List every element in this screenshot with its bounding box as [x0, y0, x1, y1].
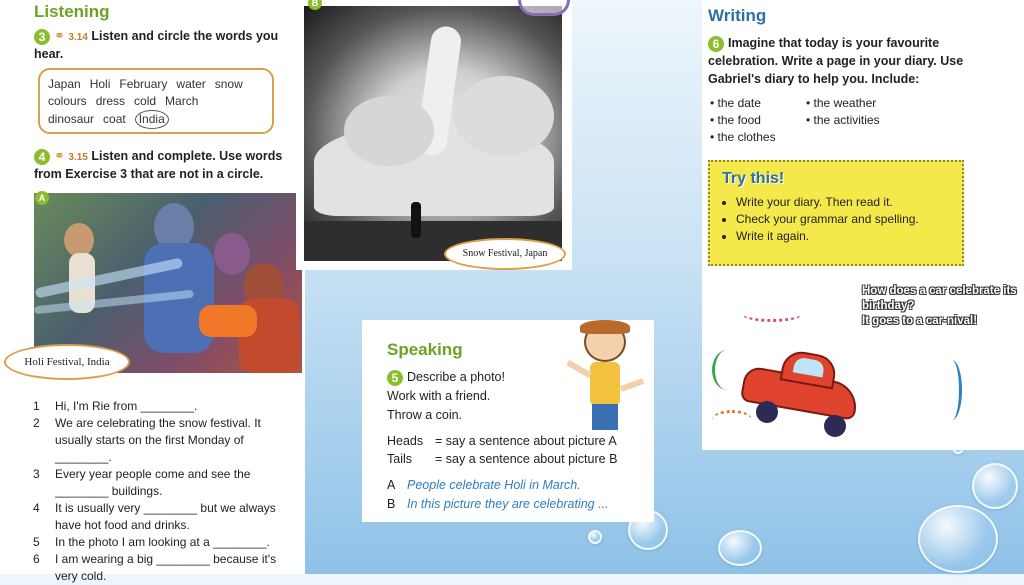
word-option: Holi	[89, 77, 111, 91]
word-option: coat	[103, 112, 126, 126]
include-item-text: the date	[717, 96, 761, 110]
bubble-decoration	[972, 463, 1018, 509]
listening-heading: Listening	[34, 2, 110, 21]
sentence-text: Hi, I'm Rie from ________.	[55, 399, 198, 413]
exercise-text: Listen and circle the words you hear.	[34, 29, 279, 61]
writing-heading: Writing	[708, 6, 767, 25]
include-item-text: the clothes	[717, 130, 776, 144]
bullet-icon: •	[710, 130, 718, 144]
sentence-row	[33, 398, 301, 415]
track-number: 3.14	[68, 32, 88, 43]
writing-instruction-text: Imagine that today is your favourite celebration. Write a page in your diary. Use Gabriel's diary to help you. Include:	[708, 36, 964, 86]
listening-page	[0, 0, 305, 583]
heads-label: Heads	[387, 434, 424, 448]
speaking-section	[362, 320, 654, 522]
exercise-number: 3	[34, 29, 50, 45]
sentence-list	[33, 398, 301, 585]
exercise-number: 5	[387, 370, 403, 386]
coin-rules	[387, 432, 617, 468]
word-option: February	[119, 77, 168, 91]
sentence-number: 2	[33, 416, 40, 430]
tails-label: Tails	[387, 452, 413, 466]
snow-festival-photo	[304, 6, 562, 260]
sentence-number: 5	[33, 535, 40, 549]
word-option: cold	[134, 94, 157, 108]
headphones-icon: ⚭	[54, 28, 65, 43]
bullet-icon: •	[806, 113, 814, 127]
instruction-line: Work with a friend.	[387, 389, 491, 403]
exercise-text: Listen and complete. Use words from Exercise 3 that are not in a circle.	[34, 149, 283, 181]
car-cartoon	[742, 345, 864, 435]
photo-caption: Holi Festival, India	[4, 344, 130, 380]
bubble-decoration	[588, 530, 602, 544]
sentence-number: 3	[33, 467, 40, 481]
try-this-title: Try this!	[722, 170, 785, 187]
include-item-text: the weather	[813, 96, 877, 110]
boy-cartoon	[562, 322, 648, 434]
exercise-number: 6	[708, 36, 724, 52]
word-option: dress	[95, 94, 126, 108]
heads-rule: = say a sentence about picture A	[435, 434, 617, 448]
include-item	[710, 112, 776, 129]
sentence-text: In the photo I am looking at a ________.	[55, 535, 270, 549]
instruction-line: Describe a photo!	[407, 370, 505, 384]
bullet-icon: •	[806, 96, 814, 110]
include-item	[806, 112, 880, 129]
magnifier-icon	[518, 0, 570, 16]
sentence-row	[33, 500, 301, 534]
sentence-text: We are celebrating the snow festival. It usually starts on the first Monday of ________.	[55, 416, 261, 464]
joke-question: How does a car celebrate its birthday?	[862, 285, 1017, 312]
speaking-heading: Speaking	[387, 340, 463, 359]
bullet-icon: •	[710, 113, 718, 127]
word-option: snow	[214, 77, 243, 91]
exercise-4-instruction	[34, 148, 292, 182]
snow-festival-card	[296, 0, 572, 270]
word-box	[38, 68, 274, 134]
include-list-right	[806, 95, 880, 129]
sentence-text: I am wearing a big ________ because it's very cold.	[55, 552, 277, 583]
headphones-icon: ⚭	[54, 148, 65, 163]
sentence-row	[33, 415, 301, 466]
example-label: B	[387, 497, 396, 511]
writing-page	[702, 0, 1024, 450]
word-option: colours	[48, 94, 87, 108]
joke-answer: It goes to a car-nival!	[862, 315, 978, 327]
speaking-instructions	[387, 368, 557, 425]
tails-rule: = say a sentence about picture B	[435, 452, 618, 466]
try-this-item: • Write your diary. Then read it.	[736, 194, 950, 211]
speaking-examples	[387, 476, 609, 514]
example-sentence: In this picture they are celebrating ...	[407, 497, 609, 511]
sentence-row	[33, 551, 301, 585]
bubble-decoration	[718, 530, 762, 566]
photo-caption: Snow Festival, Japan	[444, 238, 566, 270]
bullet-icon: •	[710, 96, 718, 110]
word-option: water	[176, 77, 206, 91]
include-item-text: the food	[717, 113, 761, 127]
example-label: A	[387, 478, 396, 492]
sentence-text: It is usually very ________ but we always have hot food and drinks.	[55, 501, 276, 532]
sentence-number: 4	[33, 501, 40, 515]
exercise-number: 4	[34, 149, 50, 165]
sentence-text: Every year people come and see the ________ buildings.	[55, 467, 251, 498]
sentence-number: 6	[33, 552, 40, 566]
include-item-text: the activities	[813, 113, 880, 127]
bubble-decoration	[918, 505, 998, 573]
include-item	[806, 95, 880, 112]
track-number: 3.15	[68, 152, 88, 163]
photo-label: A	[35, 191, 49, 205]
try-this-list	[722, 194, 950, 245]
sentence-number: 1	[33, 399, 40, 413]
include-item	[710, 129, 776, 146]
try-this-box	[708, 160, 964, 266]
instruction-line: Throw a coin.	[387, 408, 463, 422]
exercise-3-instruction	[34, 28, 286, 62]
example-sentence: People celebrate Holi in March.	[407, 478, 581, 492]
writing-instruction	[708, 34, 968, 88]
sentence-row	[33, 466, 301, 500]
try-this-item: • Write it again.	[736, 228, 950, 245]
sentence-row	[33, 534, 301, 551]
word-option: March	[165, 94, 199, 108]
photo-label: B	[308, 0, 322, 10]
word-option: dinosaur	[48, 112, 95, 126]
car-joke	[862, 284, 1022, 329]
circled-word: India	[135, 110, 169, 129]
word-option: Japan	[48, 77, 81, 91]
include-list-left	[710, 95, 776, 146]
include-item	[710, 95, 776, 112]
try-this-item: • Check your grammar and spelling.	[736, 211, 950, 228]
